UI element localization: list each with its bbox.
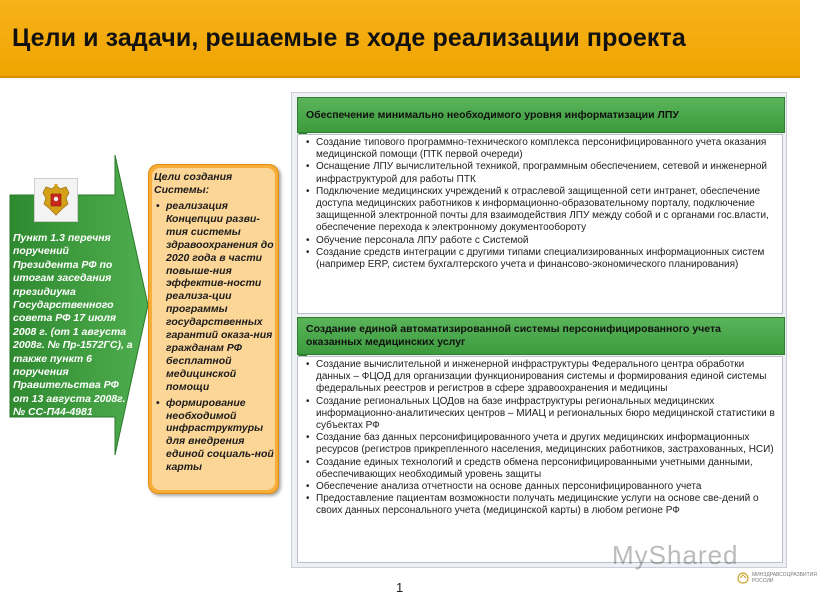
task-item: • Создание типового программно-технического комплекса персонифицированного учета оказания медицинской помощи (ПТК первой очереди) bbox=[306, 137, 776, 161]
section-body-informatization bbox=[297, 134, 783, 314]
page-number: 1 bbox=[396, 580, 404, 595]
task-item: • Обеспечение анализа отчетности на основе данных персонифицированного учета bbox=[306, 481, 776, 493]
task-item: • Создание средств интеграции с другими типами специализированных информационных систем (например ERP, систем бухгалтерского учета и финансово-экономического планирования) bbox=[306, 247, 776, 271]
watermark-text: MyShared bbox=[612, 540, 739, 570]
section-header-label: Обеспечение минимально необходимого уровня информатизации ЛПУ bbox=[306, 109, 679, 121]
task-list bbox=[306, 137, 776, 271]
goals-list bbox=[154, 200, 274, 477]
task-item: • Обучение персонала ЛПУ работе с Системой bbox=[306, 235, 776, 247]
goals-title: Цели создания Системы: bbox=[154, 171, 233, 196]
section-header-unified-system bbox=[297, 317, 785, 355]
task-item: • Создание вычислительной и инженерной инфраструктуры Федерального центра обработки данных – ФЦОД для организации функционирования системы и формирования единой системы федеральных реестров и регистров в сфере здравоохранения и медицины bbox=[306, 359, 776, 396]
source-arrow-text: Пункт 1.3 перечня поручений Президента РФ по итогам заседания президиума Государственного совета РФ 17 июля 2008 г. (от 1 августа 2008г. № Пр-1572ГС), а также пункт 6 поручения Правительства РФ от 13 августа 2008г. № СС-П44-4981 bbox=[13, 232, 133, 419]
goal-item: • реализация Концепции разви-тия системы здравоохранения до 2020 года в части повыше-ния эффектив-ности реализа-ции программы государственных гарантий оказа-ния гражданам РФ бесплатной медицинской помощи bbox=[154, 200, 274, 394]
coat-of-arms-icon bbox=[34, 178, 78, 222]
task-list bbox=[306, 359, 776, 518]
task-item: • Оснащение ЛПУ вычислительной техникой, программным обеспечением, сетевой и инженерной инфраструктурой для работы ПТК bbox=[306, 161, 776, 185]
goal-item: • формирование необходимой инфраструктуры для внедрения единой социаль-ной карты bbox=[154, 397, 274, 474]
section-header-label: Создание единой автоматизированной системы персонифицированного учета оказанных медицинских услуг bbox=[306, 323, 721, 348]
task-item: • Создание региональных ЦОДов на базе инфраструктуры региональных медицинских информационно-аналитических центров – МИАЦ и региональных бюро медицинской статистики в субъектах РФ bbox=[306, 396, 776, 433]
page-title: Цели и задачи, решаемые в ходе реализации проекта bbox=[12, 24, 686, 52]
task-item: • Создание баз данных персонифицированного учета и других медицинских информационных ресурсов (регистров прикрепленного населения, медицинских работников, застрахованных, НСИ) bbox=[306, 432, 776, 456]
header-bar bbox=[0, 0, 800, 78]
section-header-informatization bbox=[297, 97, 785, 133]
ministry-logo-icon bbox=[736, 572, 750, 584]
section-body-unified-system bbox=[297, 356, 783, 563]
task-item: • Предоставление пациентам возможности получать медицинские услуги на основе све-дений о своих данных персонального учета (медицинской карты) в любом регионе РФ bbox=[306, 493, 776, 517]
task-item: • Создание единых технологий и средств обмена персонифицированными учетными данными, обеспечивающих необходимый уровень защиты bbox=[306, 457, 776, 481]
goals-box bbox=[148, 164, 279, 494]
ministry-label: МИНЗДРАВСОЦРАЗВИТИЯ РОССИИ bbox=[752, 572, 817, 584]
task-item: • Подключение медицинских учреждений к отраслевой защищенной сети интранет, обеспечение доступа медицинских работников к информационно-образовательному порталу, подключение защищенной электронной почты для взаимодействия ЛПУ между собой и с органами гос.власти, обеспечение перехода к электронному документообороту bbox=[306, 186, 776, 235]
